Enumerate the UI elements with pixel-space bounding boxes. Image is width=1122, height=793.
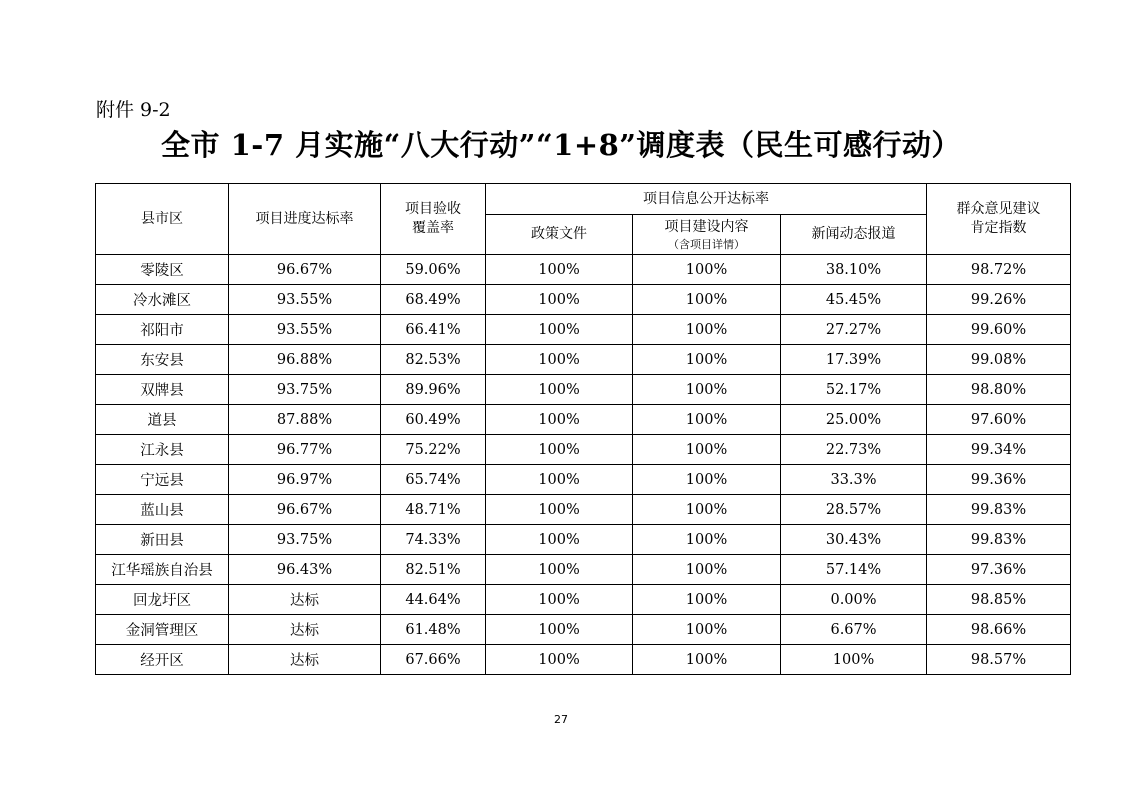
cell-policy: 100% (486, 555, 633, 585)
cell-acceptance: 61.48% (381, 615, 486, 645)
cell-progress: 93.75% (229, 375, 381, 405)
cell-policy: 100% (486, 465, 633, 495)
cell-progress: 96.43% (229, 555, 381, 585)
cell-region: 江永县 (96, 435, 229, 465)
cell-acceptance: 59.06% (381, 255, 486, 285)
table-row (96, 465, 1071, 495)
cell-region: 双牌县 (96, 375, 229, 405)
cell-progress: 96.67% (229, 495, 381, 525)
cell-progress: 达标 (229, 645, 381, 675)
cell-acceptance: 82.53% (381, 345, 486, 375)
cell-news: 38.10% (781, 255, 927, 285)
cell-acceptance: 75.22% (381, 435, 486, 465)
table-body (96, 255, 1071, 675)
attachment-label: 附件 9-2 (96, 99, 171, 121)
cell-progress: 96.77% (229, 435, 381, 465)
cell-acceptance: 89.96% (381, 375, 486, 405)
cell-progress: 96.97% (229, 465, 381, 495)
cell-news: 33.3% (781, 465, 927, 495)
cell-satisfaction: 98.80% (927, 375, 1071, 405)
cell-news: 52.17% (781, 375, 927, 405)
cell-satisfaction: 98.85% (927, 585, 1071, 615)
cell-news: 25.00% (781, 405, 927, 435)
cell-acceptance: 82.51% (381, 555, 486, 585)
cell-news: 45.45% (781, 285, 927, 315)
cell-policy: 100% (486, 405, 633, 435)
cell-policy: 100% (486, 345, 633, 375)
table-row (96, 495, 1071, 525)
cell-satisfaction: 99.34% (927, 435, 1071, 465)
cell-region: 冷水滩区 (96, 285, 229, 315)
header-news-reports: 新闻动态报道 (781, 215, 927, 255)
cell-satisfaction: 99.26% (927, 285, 1071, 315)
header-satisfaction-index (927, 184, 1071, 255)
table-row (96, 405, 1071, 435)
header-construction-line2: （含项目详情） (668, 237, 745, 251)
cell-policy: 100% (486, 375, 633, 405)
cell-policy: 100% (486, 315, 633, 345)
cell-policy: 100% (486, 645, 633, 675)
header-policy-docs: 政策文件 (486, 215, 633, 255)
cell-region: 零陵区 (96, 255, 229, 285)
table-row (96, 615, 1071, 645)
cell-acceptance: 60.49% (381, 405, 486, 435)
cell-construction: 100% (633, 555, 781, 585)
table-row (96, 345, 1071, 375)
cell-region: 回龙圩区 (96, 585, 229, 615)
cell-region: 金洞管理区 (96, 615, 229, 645)
cell-construction: 100% (633, 585, 781, 615)
cell-acceptance: 68.49% (381, 285, 486, 315)
cell-satisfaction: 99.83% (927, 495, 1071, 525)
table-row (96, 375, 1071, 405)
cell-policy: 100% (486, 585, 633, 615)
header-disclosure-group: 项目信息公开达标率 (486, 184, 927, 215)
cell-acceptance: 67.66% (381, 645, 486, 675)
cell-satisfaction: 98.72% (927, 255, 1071, 285)
cell-news: 100% (781, 645, 927, 675)
cell-construction: 100% (633, 615, 781, 645)
table-row (96, 525, 1071, 555)
cell-news: 28.57% (781, 495, 927, 525)
cell-construction: 100% (633, 315, 781, 345)
cell-acceptance: 48.71% (381, 495, 486, 525)
cell-news: 17.39% (781, 345, 927, 375)
cell-satisfaction: 98.57% (927, 645, 1071, 675)
cell-region: 宁远县 (96, 465, 229, 495)
cell-satisfaction: 97.36% (927, 555, 1071, 585)
cell-policy: 100% (486, 435, 633, 465)
table-row (96, 585, 1071, 615)
table-row (96, 555, 1071, 585)
header-satisfaction-line1: 群众意见建议 (956, 201, 1041, 217)
table-row (96, 285, 1071, 315)
cell-construction: 100% (633, 525, 781, 555)
cell-news: 6.67% (781, 615, 927, 645)
header-region: 县市区 (96, 184, 229, 255)
cell-policy: 100% (486, 495, 633, 525)
cell-region: 蓝山县 (96, 495, 229, 525)
cell-news: 57.14% (781, 555, 927, 585)
cell-satisfaction: 99.83% (927, 525, 1071, 555)
cell-construction: 100% (633, 465, 781, 495)
cell-progress: 93.55% (229, 315, 381, 345)
cell-region: 祁阳市 (96, 315, 229, 345)
cell-satisfaction: 99.60% (927, 315, 1071, 345)
cell-acceptance: 66.41% (381, 315, 486, 345)
cell-region: 新田县 (96, 525, 229, 555)
cell-satisfaction: 99.08% (927, 345, 1071, 375)
header-construction-content (633, 215, 781, 255)
cell-progress: 87.88% (229, 405, 381, 435)
cell-progress: 93.55% (229, 285, 381, 315)
cell-construction: 100% (633, 375, 781, 405)
page-title: 全市 1-7 月实施“八大行动”“1+8”调度表（民生可感行动） (161, 128, 961, 162)
header-acceptance-line2: 覆盖率 (412, 220, 454, 236)
cell-policy: 100% (486, 525, 633, 555)
cell-construction: 100% (633, 345, 781, 375)
cell-construction: 100% (633, 435, 781, 465)
table-row (96, 315, 1071, 345)
header-construction-line1: 项目建设内容 (664, 218, 749, 235)
cell-acceptance: 65.74% (381, 465, 486, 495)
cell-region: 江华瑶族自治县 (96, 555, 229, 585)
cell-progress: 达标 (229, 615, 381, 645)
table-row (96, 255, 1071, 285)
cell-policy: 100% (486, 615, 633, 645)
cell-satisfaction: 97.60% (927, 405, 1071, 435)
cell-progress: 96.88% (229, 345, 381, 375)
cell-progress: 93.75% (229, 525, 381, 555)
cell-region: 东安县 (96, 345, 229, 375)
cell-acceptance: 74.33% (381, 525, 486, 555)
cell-region: 道县 (96, 405, 229, 435)
header-satisfaction-line2: 肯定指数 (970, 220, 1027, 236)
cell-construction: 100% (633, 255, 781, 285)
table-row (96, 435, 1071, 465)
cell-news: 27.27% (781, 315, 927, 345)
cell-progress: 达标 (229, 585, 381, 615)
cell-construction: 100% (633, 645, 781, 675)
header-acceptance-coverage (381, 184, 486, 255)
cell-news: 30.43% (781, 525, 927, 555)
cell-construction: 100% (633, 405, 781, 435)
cell-policy: 100% (486, 285, 633, 315)
cell-acceptance: 44.64% (381, 585, 486, 615)
cell-news: 22.73% (781, 435, 927, 465)
table-row (96, 645, 1071, 675)
cell-satisfaction: 98.66% (927, 615, 1071, 645)
cell-construction: 100% (633, 285, 781, 315)
cell-policy: 100% (486, 255, 633, 285)
header-acceptance-line1: 项目验收 (405, 201, 461, 217)
cell-news: 0.00% (781, 585, 927, 615)
cell-progress: 96.67% (229, 255, 381, 285)
cell-construction: 100% (633, 495, 781, 525)
schedule-table (95, 183, 1071, 675)
cell-region: 经开区 (96, 645, 229, 675)
cell-satisfaction: 99.36% (927, 465, 1071, 495)
header-progress-rate: 项目进度达标率 (229, 184, 381, 255)
page-number: 27 (554, 713, 568, 726)
